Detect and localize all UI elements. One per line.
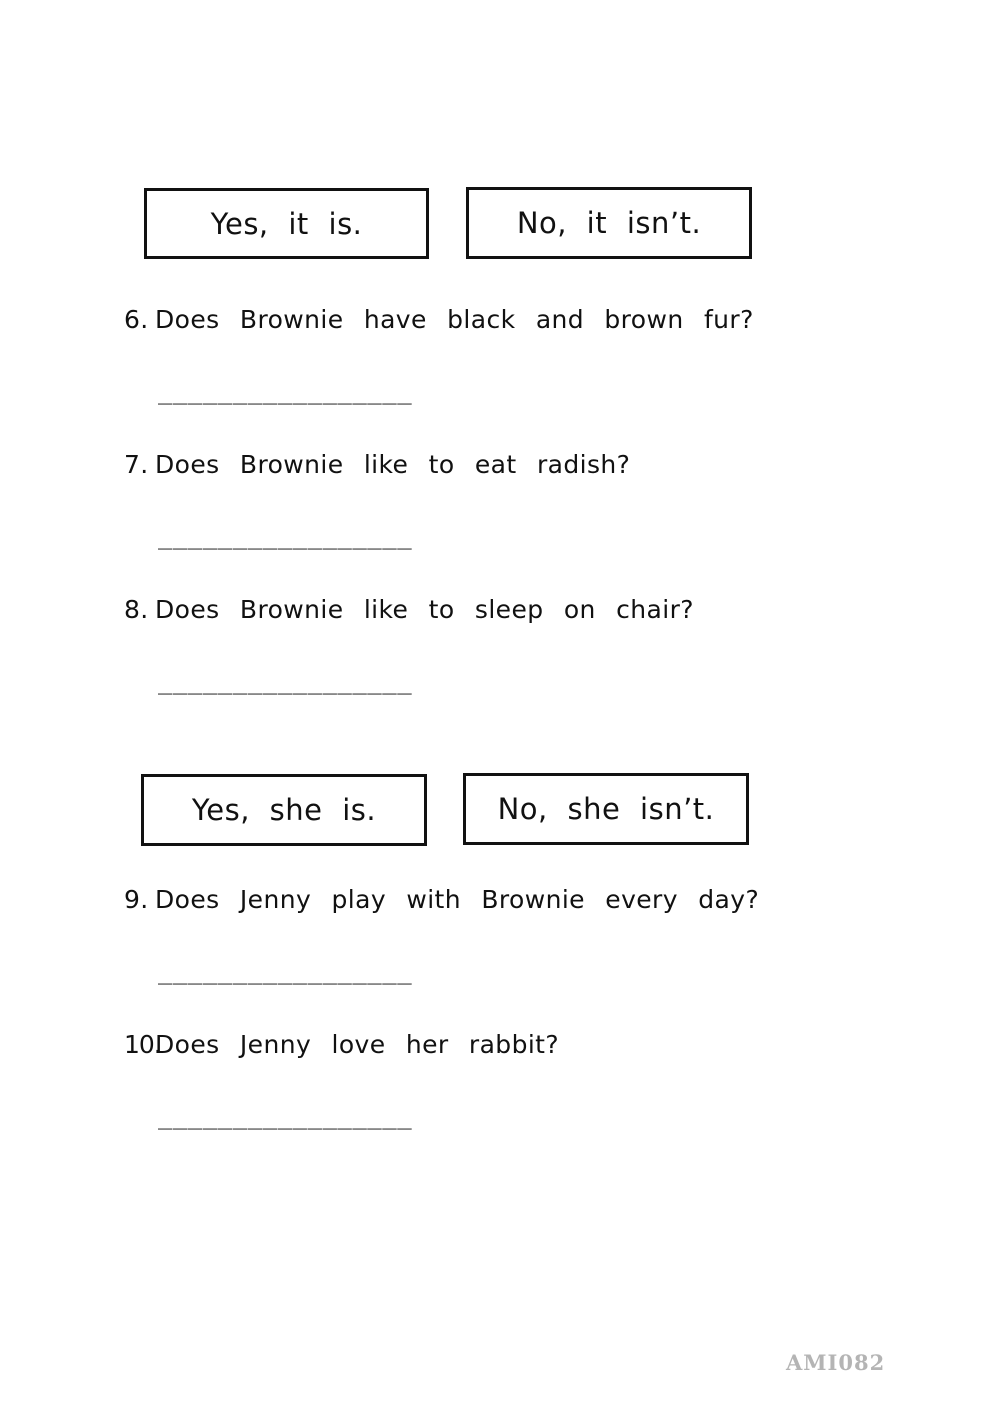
question-number: 7. — [124, 450, 149, 479]
answer-line-7[interactable]: _________________ — [158, 522, 413, 550]
option-label: No, she isn’t. — [497, 792, 715, 826]
watermark: AMI082 — [786, 1350, 886, 1375]
question-number: 10. — [124, 1030, 161, 1059]
question-9 — [124, 885, 759, 914]
question-7 — [124, 450, 630, 479]
option-label: Yes, she is. — [191, 793, 377, 827]
question-text: Does Brownie have black and brown fur? — [155, 305, 754, 334]
option-label: Yes, it is. — [210, 206, 363, 241]
question-text: Does Brownie like to eat radish? — [155, 450, 631, 479]
option-label: No, it isn’t. — [516, 206, 702, 240]
question-number: 9. — [124, 885, 149, 914]
answer-line-8[interactable]: _________________ — [158, 667, 413, 695]
answer-line-10[interactable]: _________________ — [158, 1102, 413, 1130]
option-yes-she-is — [141, 774, 427, 846]
question-8 — [124, 595, 694, 624]
answer-line-6[interactable]: _________________ — [158, 377, 413, 405]
question-number: 6. — [124, 305, 149, 334]
question-text: Does Jenny love her rabbit? — [155, 1030, 560, 1059]
option-no-she-isnt — [463, 773, 749, 845]
answer-line-9[interactable]: _________________ — [158, 957, 413, 985]
question-number: 8. — [124, 595, 149, 624]
question-6 — [124, 305, 754, 334]
option-no-it-isnt — [466, 187, 752, 259]
question-text: Does Jenny play with Brownie every day? — [155, 885, 760, 914]
question-text: Does Brownie like to sleep on chair? — [155, 595, 694, 624]
option-yes-it-is — [144, 188, 429, 259]
question-10 — [124, 1030, 559, 1059]
